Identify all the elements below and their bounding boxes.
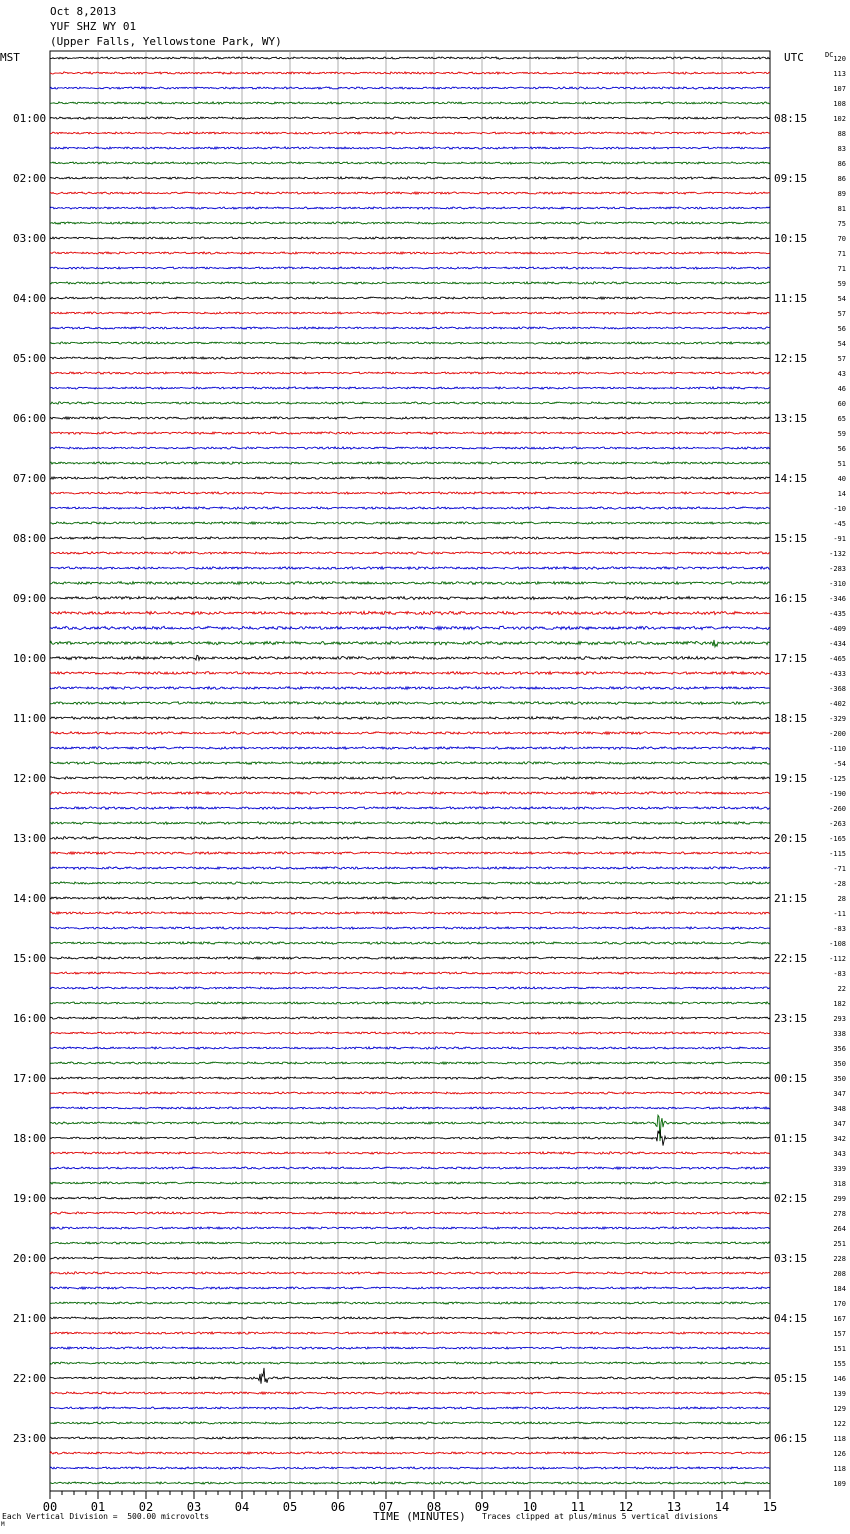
trace-66 (50, 1047, 770, 1049)
trace-60 (50, 957, 770, 959)
dc-offset-label: 126 (833, 1450, 846, 1458)
dc-offset-label: 56 (837, 325, 846, 333)
mst-hour-label: 04:00 (13, 292, 47, 305)
trace-8 (50, 177, 770, 179)
utc-hour-label: 15:15 (774, 532, 808, 545)
trace-87 (50, 1362, 770, 1364)
utc-hour-label: 06:15 (774, 1432, 808, 1445)
dc-offset-label: 347 (833, 1090, 846, 1098)
trace-12 (50, 237, 770, 239)
dc-offset-label: 51 (837, 460, 846, 468)
trace-81 (50, 1272, 770, 1274)
trace-84 (50, 1317, 770, 1319)
dc-offset-label: 155 (833, 1360, 846, 1368)
trace-17 (50, 312, 770, 314)
dc-offset-label: -83 (833, 970, 846, 978)
x-axis-title: TIME (MINUTES) (373, 1510, 466, 1523)
dc-offset-label: 59 (837, 430, 846, 438)
dc-offset-label: 299 (833, 1195, 846, 1203)
trace-25 (50, 432, 770, 434)
mst-hour-label: 01:00 (13, 112, 47, 125)
dc-offset-label: 81 (837, 205, 846, 213)
trace-54 (50, 867, 770, 870)
trace-49 (50, 792, 770, 795)
dc-offset-label: 146 (833, 1375, 846, 1383)
dc-offset-label: -200 (829, 730, 846, 738)
trace-4 (50, 117, 770, 119)
trace-83 (50, 1302, 770, 1304)
dc-offset-label: -125 (829, 775, 846, 783)
trace-35 (50, 581, 770, 584)
trace-75 (50, 1182, 770, 1184)
mst-hour-label: 21:00 (13, 1312, 47, 1325)
dc-offset-label: -283 (829, 565, 846, 573)
dc-offset-label: -260 (829, 805, 846, 813)
trace-80 (50, 1257, 770, 1259)
corner-mark: M (1, 1521, 5, 1528)
dc-offset-label: 278 (833, 1210, 846, 1218)
x-tick-label: 01 (90, 1500, 106, 1514)
trace-33 (50, 552, 770, 555)
trace-24 (50, 417, 770, 419)
dc-offset-label: -110 (829, 745, 846, 753)
dc-offset-label: 89 (837, 190, 846, 198)
dc-offset-label: 59 (837, 280, 846, 288)
dc-offset-label: 86 (837, 175, 846, 183)
utc-hour-label: 08:15 (774, 112, 808, 125)
dc-offset-label: -402 (829, 700, 846, 708)
dc-offset-label: 70 (837, 235, 846, 243)
dc-offset-label: -132 (829, 550, 846, 558)
dc-offset-label: -433 (829, 670, 846, 678)
utc-hour-label: 23:15 (774, 1012, 808, 1025)
trace-43 (50, 702, 770, 705)
clip-note: Traces clipped at plus/minus 5 vertical divisions (482, 1512, 719, 1521)
dc-offset-label: 57 (837, 310, 846, 318)
scale-note: Each Vertical Division = 500.00 microvolts (2, 1512, 210, 1521)
utc-hour-label: 13:15 (774, 412, 808, 425)
dc-offset-label: -45 (833, 520, 846, 528)
mst-hour-label: 15:00 (13, 952, 47, 965)
mst-hour-label: 08:00 (13, 532, 47, 545)
trace-93 (50, 1452, 770, 1454)
trace-45 (50, 732, 770, 735)
mst-hour-label: 05:00 (13, 352, 47, 365)
dc-offset-label: 264 (833, 1225, 846, 1233)
x-tick-label: 05 (282, 1500, 298, 1514)
trace-23 (50, 402, 770, 404)
mst-hour-label: 17:00 (13, 1072, 47, 1085)
dc-offset-label: -83 (833, 925, 846, 933)
trace-15 (50, 282, 770, 284)
trace-2 (50, 87, 770, 89)
trace-63 (50, 1002, 770, 1004)
dc-offset-label: 40 (837, 475, 846, 483)
dc-offset-label: -310 (829, 580, 846, 588)
utc-hour-label: 20:15 (774, 832, 808, 845)
trace-52 (50, 837, 770, 840)
trace-29 (50, 492, 770, 494)
x-tick-label: 08 (426, 1500, 442, 1514)
dc-offset-label: 139 (833, 1390, 846, 1398)
dc-offset-label: -329 (829, 715, 846, 723)
mst-hour-label: 16:00 (13, 1012, 47, 1025)
dc-offset-label: -435 (829, 610, 846, 618)
mst-hour-label: 13:00 (13, 832, 47, 845)
x-tick-label: 10 (522, 1500, 538, 1514)
date-label: Oct 8,2013 (50, 5, 117, 18)
dc-offset-label: 167 (833, 1315, 846, 1323)
utc-hour-label: 01:15 (774, 1132, 808, 1145)
mst-hour-label: 20:00 (13, 1252, 47, 1265)
dc-offset-label: 60 (837, 400, 846, 408)
trace-65 (50, 1032, 770, 1034)
trace-68 (50, 1077, 770, 1079)
utc-hour-label: 12:15 (774, 352, 808, 365)
trace-86 (50, 1347, 770, 1349)
trace-10 (50, 207, 770, 209)
dc-offset-label: 43 (837, 370, 846, 378)
trace-13 (50, 252, 770, 254)
dc-offset-label: 113 (833, 70, 846, 78)
x-tick-label: 12 (618, 1500, 634, 1514)
x-tick-label: 03 (186, 1500, 202, 1514)
dc-offset-label: -108 (829, 940, 846, 948)
trace-9 (50, 192, 770, 194)
trace-82 (50, 1287, 770, 1289)
dc-offset-label: 83 (837, 145, 846, 153)
trace-69 (50, 1092, 770, 1094)
trace-51 (50, 822, 770, 825)
dc-offset-label: 342 (833, 1135, 846, 1143)
mst-hour-label: 19:00 (13, 1192, 47, 1205)
trace-62 (50, 987, 770, 989)
trace-55 (50, 882, 770, 885)
trace-22 (50, 387, 770, 389)
utc-hour-label: 18:15 (774, 712, 808, 725)
x-tick-label: 02 (138, 1500, 154, 1514)
trace-7 (50, 162, 770, 164)
trace-26 (50, 447, 770, 449)
trace-74 (50, 1167, 770, 1169)
trace-79 (50, 1242, 770, 1244)
dc-offset-label: 182 (833, 1000, 846, 1008)
trace-42 (50, 687, 770, 690)
trace-34 (50, 567, 770, 570)
trace-91 (50, 1422, 770, 1424)
dc-offset-label: 347 (833, 1120, 846, 1128)
dc-offset-label: -112 (829, 955, 846, 963)
trace-3 (50, 102, 770, 104)
utc-hour-labels (774, 112, 807, 1445)
trace-50 (50, 807, 770, 810)
dc-offset-label: 108 (833, 100, 846, 108)
dc-offset-label: 339 (833, 1165, 846, 1173)
utc-hour-label: 21:15 (774, 892, 808, 905)
trace-95 (50, 1482, 770, 1484)
trace-0 (50, 57, 770, 59)
mst-hour-label: 07:00 (13, 472, 47, 485)
dc-offset-label: 102 (833, 115, 846, 123)
dc-offset-label: 54 (837, 295, 846, 303)
dc-offset-label: 151 (833, 1345, 846, 1353)
dc-offset-label: 28 (837, 895, 846, 903)
dc-offset-label: 293 (833, 1015, 846, 1023)
dc-offset-label: -11 (833, 910, 846, 918)
dc-offset-label: -190 (829, 790, 846, 798)
x-tick-label: 11 (570, 1500, 586, 1514)
trace-56 (50, 897, 770, 900)
mst-hour-label: 02:00 (13, 172, 47, 185)
trace-18 (50, 327, 770, 329)
mst-hour-label: 10:00 (13, 652, 47, 665)
dc-offset-label: 118 (833, 1465, 846, 1473)
station-label: YUF SHZ WY 01 (50, 20, 137, 33)
trace-88 (50, 1368, 770, 1384)
dc-offset-label: -409 (829, 625, 846, 633)
utc-hour-label: 04:15 (774, 1312, 808, 1325)
trace-78 (50, 1227, 770, 1229)
dc-offset-label: 338 (833, 1030, 846, 1038)
trace-41 (50, 672, 770, 675)
dc-offset-label: 118 (833, 1435, 846, 1443)
mst-hour-label: 11:00 (13, 712, 47, 725)
x-tick-label: 09 (474, 1500, 490, 1514)
utc-hour-label: 09:15 (774, 172, 808, 185)
trace-46 (50, 747, 770, 750)
dc-offset-label: 107 (833, 85, 846, 93)
mst-hour-label: 12:00 (13, 772, 47, 785)
dc-offset-label: 65 (837, 415, 846, 423)
dc-offset-label: -465 (829, 655, 846, 663)
dc-offset-label: -115 (829, 850, 846, 858)
dc-offset-label: 22 (837, 985, 846, 993)
trace-5 (50, 132, 770, 134)
trace-44 (50, 717, 770, 720)
dc-offset-label: 14 (837, 490, 846, 498)
utc-hour-label: 17:15 (774, 652, 808, 665)
dc-offset-label: 208 (833, 1270, 846, 1278)
mst-hour-label: 06:00 (13, 412, 47, 425)
mst-hour-label: 14:00 (13, 892, 47, 905)
x-tick-label: 13 (666, 1500, 682, 1514)
trace-16 (50, 297, 770, 299)
trace-85 (50, 1332, 770, 1334)
dc-offset-label: 170 (833, 1300, 846, 1308)
dc-offset-label: 122 (833, 1420, 846, 1428)
trace-27 (50, 462, 770, 464)
trace-48 (50, 777, 770, 780)
dc-offset-label: 228 (833, 1255, 846, 1263)
utc-hour-label: 02:15 (774, 1192, 808, 1205)
trace-39 (50, 640, 770, 647)
trace-19 (50, 342, 770, 344)
trace-94 (50, 1467, 770, 1469)
trace-37 (50, 611, 770, 614)
dc-offset-label: -71 (833, 865, 846, 873)
dc-offset-label: 71 (837, 265, 846, 273)
trace-21 (50, 372, 770, 374)
trace-89 (50, 1392, 770, 1394)
dc-offset-label: -91 (833, 535, 846, 543)
dc-offset-label: 251 (833, 1240, 846, 1248)
dc-offset-label: -54 (833, 760, 846, 768)
dc-offset-label: -10 (833, 505, 846, 513)
trace-57 (50, 912, 770, 914)
trace-31 (50, 522, 770, 524)
mst-hour-label: 23:00 (13, 1432, 47, 1445)
trace-28 (50, 477, 770, 479)
dc-offset-label: -368 (829, 685, 846, 693)
trace-40 (50, 655, 770, 660)
utc-hour-label: 16:15 (774, 592, 808, 605)
dc-offset-label: 109 (833, 1480, 846, 1488)
dc-offset-label: 157 (833, 1330, 846, 1338)
dc-offset-label: 348 (833, 1105, 846, 1113)
trace-20 (50, 357, 770, 359)
dc-offset-label: 88 (837, 130, 846, 138)
x-tick-label: 14 (714, 1500, 730, 1514)
dc-offset-label: -263 (829, 820, 846, 828)
dc-offset-label: -165 (829, 835, 846, 843)
trace-11 (50, 222, 770, 224)
trace-58 (50, 927, 770, 929)
utc-hour-label: 19:15 (774, 772, 808, 785)
x-tick-label: 15 (762, 1500, 778, 1514)
dc-offset-label: 71 (837, 250, 846, 258)
dc-offset-label: 356 (833, 1045, 846, 1053)
trace-61 (50, 972, 770, 974)
mst-hour-label: 09:00 (13, 592, 47, 605)
utc-axis-label: UTC (784, 51, 804, 64)
trace-64 (50, 1017, 770, 1019)
trace-90 (50, 1407, 770, 1409)
dc-offset-label: 75 (837, 220, 846, 228)
mst-hour-label: 18:00 (13, 1132, 47, 1145)
trace-67 (50, 1062, 770, 1064)
dc-offset-label: 350 (833, 1060, 846, 1068)
utc-hour-label: 05:15 (774, 1372, 808, 1385)
trace-30 (50, 507, 770, 509)
utc-hour-label: 22:15 (774, 952, 808, 965)
x-tick-label: 07 (378, 1500, 394, 1514)
trace-38 (50, 626, 770, 630)
mst-hour-label: 03:00 (13, 232, 47, 245)
dc-offset-label: -346 (829, 595, 846, 603)
trace-77 (50, 1212, 770, 1214)
dc-header-label: DC (825, 51, 834, 59)
utc-hour-label: 14:15 (774, 472, 808, 485)
trace-92 (50, 1437, 770, 1439)
dc-offset-label: 120 (833, 55, 846, 63)
trace-70 (50, 1107, 770, 1109)
utc-hour-label: 11:15 (774, 292, 808, 305)
dc-offset-label: -28 (833, 880, 846, 888)
location-label: (Upper Falls, Yellowstone Park, WY) (50, 35, 282, 48)
trace-53 (50, 852, 770, 855)
mst-hour-label: 22:00 (13, 1372, 47, 1385)
trace-32 (50, 537, 770, 539)
dc-offset-label: 343 (833, 1150, 846, 1158)
traces (50, 57, 770, 1484)
trace-6 (50, 147, 770, 149)
trace-76 (50, 1197, 770, 1199)
dc-offset-label: -434 (829, 640, 846, 648)
x-tick-label: 00 (42, 1500, 58, 1514)
utc-hour-label: 03:15 (774, 1252, 808, 1265)
trace-72 (50, 1131, 770, 1146)
trace-47 (50, 762, 770, 765)
dc-offset-labels (829, 55, 846, 1488)
trace-14 (50, 267, 770, 269)
dc-offset-label: 54 (837, 340, 846, 348)
utc-hour-label: 10:15 (774, 232, 808, 245)
dc-offset-label: 350 (833, 1075, 846, 1083)
dc-offset-label: 46 (837, 385, 846, 393)
trace-73 (50, 1152, 770, 1154)
x-tick-label: 06 (330, 1500, 346, 1514)
dc-offset-label: 318 (833, 1180, 846, 1188)
mst-axis-label: MST (0, 51, 20, 64)
utc-hour-label: 00:15 (774, 1072, 808, 1085)
dc-offset-label: 184 (833, 1285, 846, 1293)
trace-59 (50, 942, 770, 945)
dc-offset-label: 57 (837, 355, 846, 363)
dc-offset-label: 56 (837, 445, 846, 453)
dc-offset-label: 86 (837, 160, 846, 168)
trace-1 (50, 72, 770, 74)
mst-hour-labels (13, 112, 46, 1445)
x-tick-label: 04 (234, 1500, 250, 1514)
trace-36 (50, 596, 770, 599)
dc-offset-label: 129 (833, 1405, 846, 1413)
